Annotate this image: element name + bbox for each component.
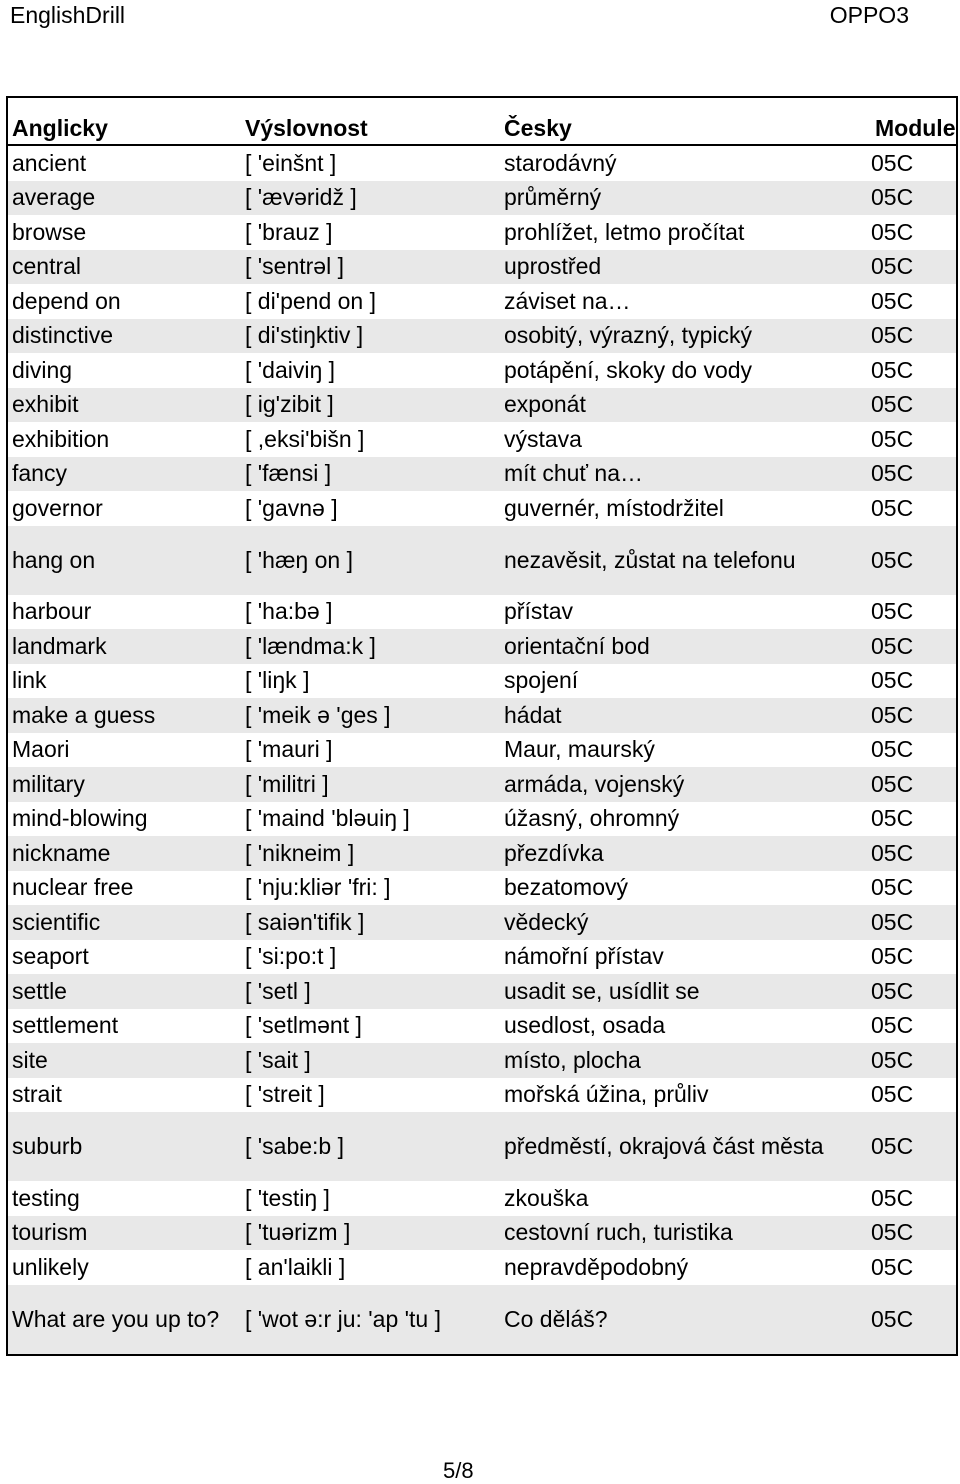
cell-english: unlikely: [12, 1253, 89, 1280]
cell-pronunciation: [ 'fænsi ]: [241, 457, 500, 492]
cell-pronunciation: [ 'hæŋ on ]: [241, 526, 500, 595]
cell-czech: osobitý, výrazný, typický: [500, 319, 871, 354]
cell-english: distinctive: [7, 319, 241, 354]
table-row: [7, 1285, 957, 1355]
cell-english: military: [7, 767, 241, 802]
table-row: [7, 319, 957, 354]
table-row: [7, 836, 957, 871]
cell-pronunciation: [ 'lændma:k ]: [241, 629, 500, 664]
cell-czech: bezatomový: [504, 874, 629, 901]
table-row: [7, 353, 957, 388]
table-row: [7, 526, 957, 595]
cell-pronunciation: [ 'einšnt ]: [245, 149, 337, 176]
cell-module: 05C: [871, 698, 957, 733]
cell-pronunciation: [ 'setl ]: [241, 974, 500, 1009]
column-header-czech: Česky: [500, 97, 871, 145]
cell-english: suburb: [7, 1112, 241, 1181]
column-header-english: Anglicky: [7, 97, 241, 145]
cell-pronunciation: [ 'maind 'bləuiŋ ]: [245, 805, 410, 832]
cell-pronunciation: [ 'meik ə 'ges ]: [241, 698, 500, 733]
cell-english: fancy: [7, 457, 241, 492]
cell-module: 05C: [871, 356, 914, 383]
cell-czech: guvernér, místodržitel: [504, 494, 724, 521]
cell-czech: místo, plocha: [500, 1043, 871, 1078]
cell-pronunciation: [ ig'zibit ]: [241, 388, 500, 423]
table-body: [7, 145, 957, 1355]
cell-czech: vědecký: [500, 905, 871, 940]
table-row: [7, 940, 957, 975]
cell-module: 05C: [871, 905, 957, 940]
table-row: [7, 1078, 957, 1113]
cell-czech: exponát: [500, 388, 871, 423]
cell-module: 05C: [871, 526, 957, 595]
table-row: [7, 595, 957, 630]
cell-english: What are you up to?: [7, 1285, 241, 1355]
cell-module: 05C: [871, 149, 914, 176]
cell-english: average: [7, 181, 241, 216]
cell-english: hang on: [7, 526, 241, 595]
table-row: [7, 1216, 957, 1251]
cell-module: 05C: [871, 287, 914, 314]
cell-czech: předměstí, okrajová část města: [500, 1112, 871, 1181]
cell-pronunciation: [ di'pend on ]: [245, 287, 376, 314]
table-row: [7, 422, 957, 457]
table-row: [7, 457, 957, 492]
cell-pronunciation: [ 'setlmənt ]: [245, 1012, 362, 1039]
table-row: [7, 388, 957, 423]
cell-module: 05C: [871, 1253, 914, 1280]
cell-english: governor: [12, 494, 103, 521]
table-header-row: [7, 97, 957, 145]
page-number: 5/8: [443, 1458, 474, 1483]
table-row: [7, 1250, 957, 1285]
cell-english: browse: [12, 218, 87, 245]
cell-module: 05C: [871, 805, 914, 832]
cell-english: mind-blowing: [12, 805, 148, 832]
table-row: [7, 1043, 957, 1078]
table-row: [7, 905, 957, 940]
cell-english: nickname: [7, 836, 241, 871]
cell-czech: průměrný: [500, 181, 871, 216]
cell-pronunciation: [ 'sabe:b ]: [241, 1112, 500, 1181]
cell-pronunciation: [ saiən'tifik ]: [241, 905, 500, 940]
table-row: [7, 1009, 957, 1044]
cell-pronunciation: [ 'nju:kliər 'fri: ]: [245, 874, 391, 901]
cell-module: 05C: [871, 736, 914, 763]
cell-czech: usadit se, usídlit se: [500, 974, 871, 1009]
cell-module: 05C: [871, 1184, 914, 1211]
cell-english: make a guess: [7, 698, 241, 733]
cell-czech: starodávný: [504, 149, 617, 176]
cell-pronunciation: [ 'ævəridž ]: [241, 181, 500, 216]
cell-pronunciation: [ ,eksi'bišn ]: [245, 425, 365, 452]
cell-english: site: [7, 1043, 241, 1078]
cell-english: Maori: [12, 736, 70, 763]
cell-pronunciation: [ 'streit ]: [245, 1081, 325, 1108]
cell-english: depend on: [12, 287, 121, 314]
cell-czech: armáda, vojenský: [500, 767, 871, 802]
cell-czech: hádat: [500, 698, 871, 733]
vocabulary-table: [6, 96, 958, 1356]
cell-module: 05C: [871, 943, 914, 970]
table-row: [7, 284, 957, 319]
cell-czech: Co děláš?: [500, 1285, 871, 1355]
cell-english: strait: [12, 1081, 62, 1108]
cell-czech: mít chuť na…: [500, 457, 871, 492]
cell-pronunciation: [ 'gavnə ]: [245, 494, 338, 521]
cell-module: 05C: [871, 425, 914, 452]
cell-pronunciation: [ 'mauri ]: [245, 736, 333, 763]
cell-english: testing: [12, 1184, 80, 1211]
cell-english: harbour: [12, 598, 92, 625]
cell-czech: spojení: [504, 667, 579, 694]
cell-module: 05C: [871, 598, 914, 625]
cell-pronunciation: [ 'wot ə:r ju: 'ap 'tu ]: [241, 1285, 500, 1355]
cell-english: nuclear free: [12, 874, 134, 901]
table-row: [7, 767, 957, 802]
cell-pronunciation: [ 'nikneim ]: [241, 836, 500, 871]
cell-czech: potápění, skoky do vody: [504, 356, 753, 383]
cell-czech: nezavěsit, zůstat na telefonu: [500, 526, 871, 595]
cell-pronunciation: [ 'tuərizm ]: [241, 1216, 500, 1251]
cell-module: 05C: [871, 836, 957, 871]
table-row: [7, 974, 957, 1009]
cell-module: 05C: [871, 767, 957, 802]
column-header-module: Module: [871, 97, 957, 145]
cell-english: diving: [12, 356, 73, 383]
cell-module: 05C: [871, 1216, 957, 1251]
cell-english: scientific: [7, 905, 241, 940]
cell-czech: uprostřed: [500, 250, 871, 285]
cell-english: central: [7, 250, 241, 285]
cell-czech: přezdívka: [500, 836, 871, 871]
cell-module: 05C: [871, 1112, 957, 1181]
cell-module: 05C: [871, 457, 957, 492]
table-row: [7, 698, 957, 733]
table-row: [7, 629, 957, 664]
table-row: [7, 250, 957, 285]
cell-czech: výstava: [504, 425, 582, 452]
table-row: [7, 491, 957, 526]
device-label: OPPO3: [829, 2, 909, 28]
table-row: [7, 733, 957, 768]
cell-english: tourism: [7, 1216, 241, 1251]
cell-czech: usedlost, osada: [504, 1012, 666, 1039]
cell-module: 05C: [871, 1043, 957, 1078]
cell-english: ancient: [12, 149, 87, 176]
cell-czech: Maur, maurský: [504, 736, 655, 763]
cell-pronunciation: [ di'stiŋktiv ]: [241, 319, 500, 354]
table-row: [7, 145, 957, 181]
cell-english: link: [12, 667, 47, 694]
cell-czech: přístav: [504, 598, 574, 625]
table-row: [7, 1181, 957, 1216]
cell-module: 05C: [871, 494, 914, 521]
cell-pronunciation: [ 'ha:bə ]: [245, 598, 333, 625]
cell-module: 05C: [871, 181, 957, 216]
cell-czech: cestovní ruch, turistika: [500, 1216, 871, 1251]
table-row: [7, 664, 957, 699]
cell-czech: zkouška: [504, 1184, 589, 1211]
table-row: [7, 802, 957, 837]
cell-module: 05C: [871, 388, 957, 423]
cell-pronunciation: [ 'daiviŋ ]: [245, 356, 336, 383]
cell-module: 05C: [871, 1012, 914, 1039]
cell-english: exhibit: [7, 388, 241, 423]
table-row: [7, 181, 957, 216]
cell-pronunciation: [ 'liŋk ]: [245, 667, 310, 694]
cell-english: landmark: [7, 629, 241, 664]
cell-module: 05C: [871, 974, 957, 1009]
cell-czech: záviset na…: [504, 287, 631, 314]
cell-czech: mořská úžina, průliv: [504, 1081, 709, 1108]
cell-module: 05C: [871, 1285, 957, 1355]
table-row: [7, 215, 957, 250]
table-row: [7, 1112, 957, 1181]
cell-module: 05C: [871, 629, 957, 664]
cell-module: 05C: [871, 1081, 914, 1108]
cell-english: seaport: [12, 943, 89, 970]
cell-pronunciation: [ 'si:po:t ]: [245, 943, 337, 970]
cell-module: 05C: [871, 667, 914, 694]
cell-czech: orientační bod: [500, 629, 871, 664]
cell-module: 05C: [871, 218, 914, 245]
cell-english: settle: [7, 974, 241, 1009]
cell-czech: nepravděpodobný: [504, 1253, 689, 1280]
cell-pronunciation: [ 'sentrəl ]: [241, 250, 500, 285]
cell-czech: námořní přístav: [504, 943, 664, 970]
table-row: [7, 871, 957, 906]
cell-english: settlement: [12, 1012, 119, 1039]
cell-pronunciation: [ an'laikli ]: [245, 1253, 346, 1280]
cell-pronunciation: [ 'militri ]: [241, 767, 500, 802]
cell-czech: prohlížet, letmo pročítat: [504, 218, 745, 245]
cell-module: 05C: [871, 319, 957, 354]
cell-module: 05C: [871, 874, 914, 901]
cell-czech: úžasný, ohromný: [504, 805, 680, 832]
cell-pronunciation: [ 'sait ]: [241, 1043, 500, 1078]
column-header-pronunciation: Výslovnost: [241, 97, 500, 145]
cell-pronunciation: [ 'brauz ]: [245, 218, 333, 245]
cell-module: 05C: [871, 250, 957, 285]
cell-english: exhibition: [12, 425, 110, 452]
cell-pronunciation: [ 'testiŋ ]: [245, 1184, 330, 1211]
app-title: EnglishDrill: [10, 2, 126, 28]
